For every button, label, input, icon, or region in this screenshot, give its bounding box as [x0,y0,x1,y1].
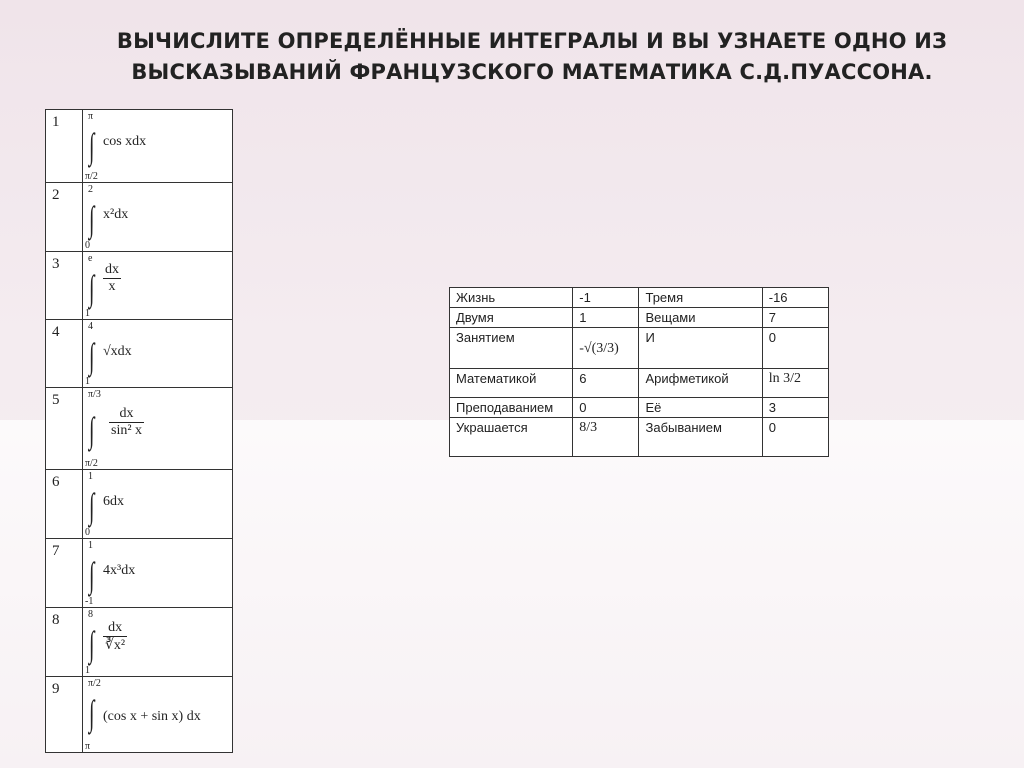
integral-expression [83,320,232,387]
integral-sign-icon: ∫ [89,199,95,239]
value-cell: 0 [573,398,639,418]
word-cell: Украшается [450,418,573,457]
value-cell: 8/3 [573,418,639,457]
integral-row [46,110,233,183]
upper-limit: 4 [88,321,93,332]
upper-limit: 1 [88,471,93,482]
word-cell: Двумя [450,308,573,328]
lower-limit: π/2 [85,171,98,182]
value-cell: 6 [573,369,639,398]
integral-row [46,470,233,539]
denominator: ∛x² [105,638,126,653]
integral-row [46,677,233,753]
integral-expression [83,677,232,752]
fraction [103,262,121,295]
fraction [109,406,144,439]
numerator: dx [109,406,144,423]
integral-number: 9 [46,677,83,753]
word-cell: Математикой [450,369,573,398]
integrand: x²dx [103,207,129,222]
word-cell: Её [639,398,762,418]
integral-number: 1 [46,110,83,183]
lower-limit: -1 [85,596,94,607]
value-cell: 1 [573,308,639,328]
table-row [450,308,829,328]
integral-row [46,608,233,677]
denominator: x [108,279,116,294]
integral-number: 2 [46,183,83,252]
integrand: 4x³dx [103,563,136,578]
integral-expression [83,388,232,469]
lower-limit: π [85,741,91,752]
table-row [450,288,829,308]
value-cell: -√(3/3) [573,328,639,369]
word-cell: Преподаванием [450,398,573,418]
lower-limit: 1 [85,665,90,676]
integral-expression [83,539,232,607]
integral-number: 3 [46,252,83,320]
lower-limit: 0 [85,527,90,538]
integral-number: 4 [46,320,83,388]
integrand: √xdx [103,344,132,359]
integrals-table [45,109,233,753]
value-cell: 0 [762,418,828,457]
integrand [103,262,121,295]
integral-sign-icon: ∫ [89,268,95,308]
upper-limit: 1 [88,540,93,551]
integral-row [46,320,233,388]
integral-row [46,388,233,470]
integral-sign-icon: ∫ [89,555,95,595]
upper-limit: π [88,111,94,122]
value-cell: -16 [762,288,828,308]
integral-row [46,183,233,252]
integral-sign-icon: ∫ [89,486,95,526]
upper-limit: 2 [88,184,93,195]
integral-number: 8 [46,608,83,677]
value-cell: 3 [762,398,828,418]
integral-expression [83,608,232,676]
integral-sign-icon: ∫ [89,336,95,376]
fraction [103,620,127,654]
integral-number: 6 [46,470,83,539]
word-cell: Вещами [639,308,762,328]
value-cell: 0 [762,328,828,369]
word-cell: Тремя [639,288,762,308]
words-table [449,287,829,457]
page-title [60,26,1004,88]
lower-limit: 0 [85,240,90,251]
integrand [103,620,127,654]
value-cell: -1 [573,288,639,308]
denominator: sin² x [111,423,143,438]
table-row [450,418,829,457]
integral-sign-icon: ∫ [89,624,95,664]
integral-row [46,252,233,320]
integrand [109,406,144,439]
integral-sign-icon: ∫ [89,126,95,166]
integral-sign-icon: ∫ [89,410,95,450]
upper-limit: π/3 [88,389,101,400]
upper-limit: e [88,253,93,264]
lower-limit: 1 [85,376,90,387]
table-row [450,369,829,398]
integral-row [46,539,233,608]
integral-expression [83,110,232,182]
integral-number: 7 [46,539,83,608]
lower-limit: 1 [85,308,90,319]
upper-limit: 8 [88,609,93,620]
integral-expression [83,470,232,538]
table-row [450,328,829,369]
numerator: dx [103,620,127,637]
upper-limit: π/2 [88,678,101,689]
integrand: 6dx [103,494,124,509]
value-cell: 7 [762,308,828,328]
title-line-1: ВЫЧИСЛИТЕ ОПРЕДЕЛЁННЫЕ ИНТЕГРАЛЫ И ВЫ УЗНАЕТЕ ОДНО ИЗ [116,29,948,53]
value-cell: ln 3/2 [762,369,828,398]
integrand: (cos x + sin x) dx [103,709,201,724]
integral-sign-icon: ∫ [89,693,95,733]
word-cell: Забыванием [639,418,762,457]
word-cell: И [639,328,762,369]
numerator: dx [105,262,119,277]
word-cell: Арифметикой [639,369,762,398]
integrand: cos xdx [103,134,147,149]
integral-number: 5 [46,388,83,470]
lower-limit: π/2 [85,458,98,469]
word-cell: Занятием [450,328,573,369]
table-row [450,398,829,418]
integral-expression [83,183,232,251]
word-cell: Жизнь [450,288,573,308]
integral-expression [83,252,232,319]
title-line-2: ВЫСКАЗЫВАНИЙ ФРАНЦУЗСКОГО МАТЕМАТИКА С.Д.ПУАССОНА. [131,60,933,84]
